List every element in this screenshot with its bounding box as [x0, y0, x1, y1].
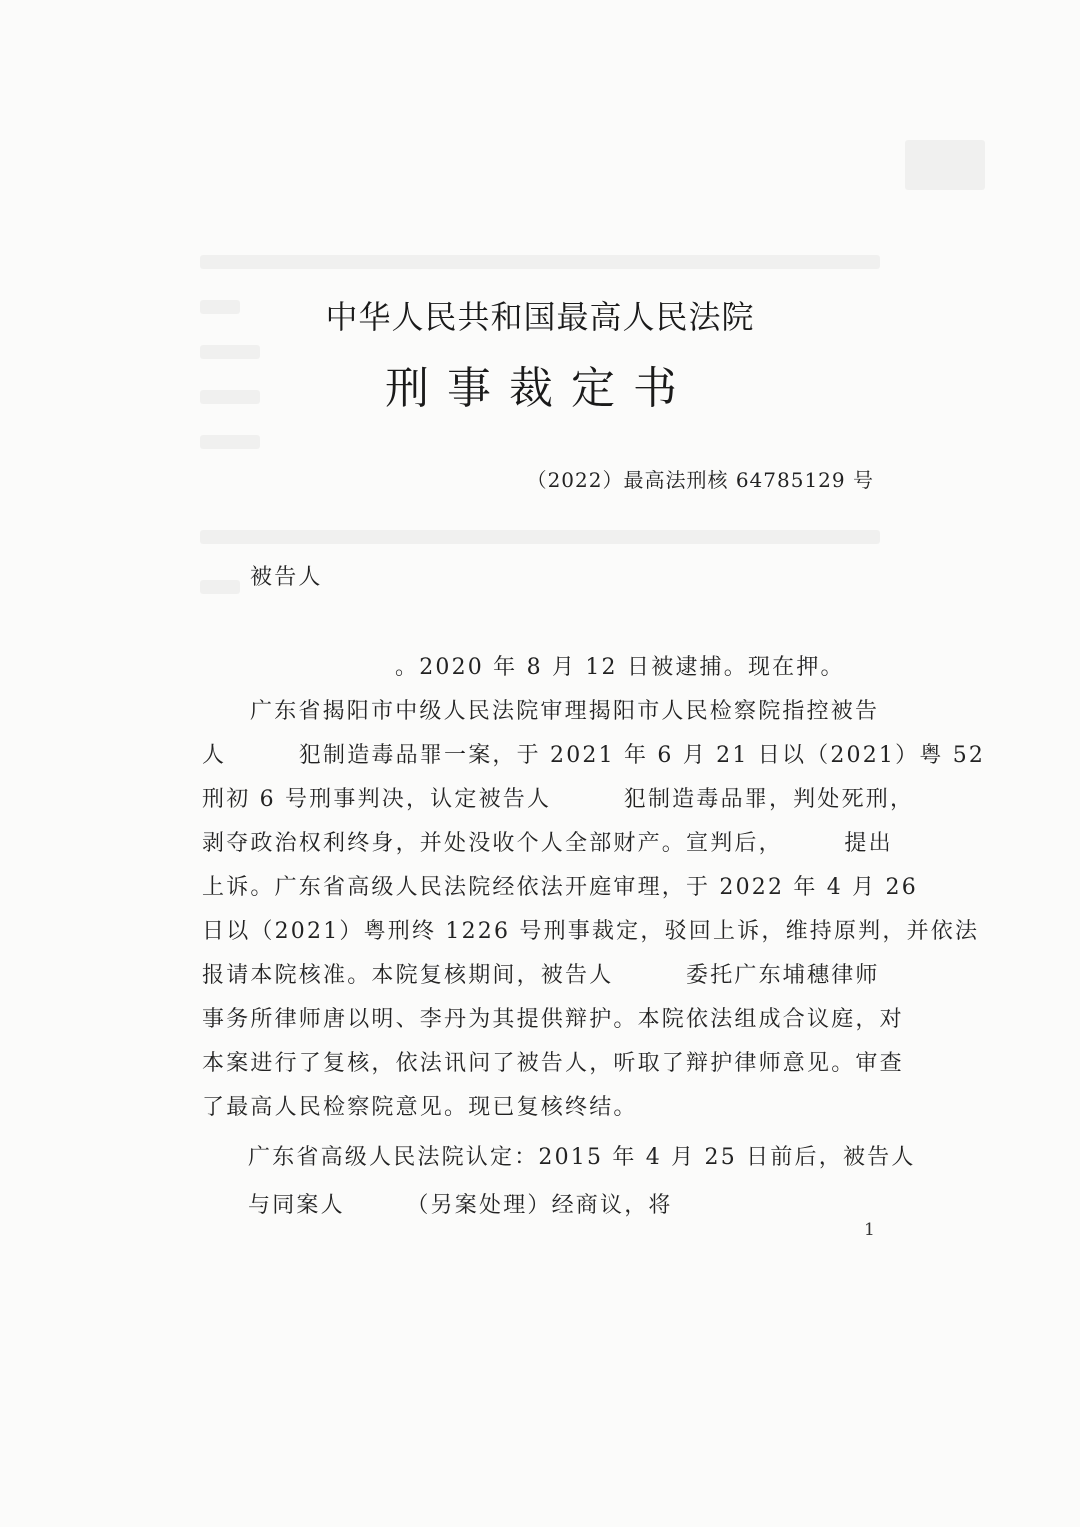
- body-line: 广东省揭阳市中级人民法院审理揭阳市人民检察院指控被告: [250, 699, 880, 724]
- body-line: 刑初 6 号刑事判决，认定被告人 犯制造毒品罪，判处死刑，: [202, 787, 915, 812]
- body-line: 与同案人 （另案处理）经商议，将: [248, 1193, 673, 1218]
- case-number: （2022）最高法刑核 64785129 号: [526, 468, 874, 492]
- body-line: 报请本院核准。本院复核期间，被告人 委托广东埔穗律师: [202, 963, 880, 988]
- document-title: 刑事裁定书: [385, 363, 695, 414]
- body-line: 了最高人民检察院意见。现已复核终结。: [202, 1095, 638, 1120]
- body-line: 本案进行了复核，依法讯问了被告人，听取了辩护律师意见。审查: [202, 1051, 904, 1076]
- body-line: 被告人: [250, 565, 323, 590]
- court-name: 中华人民共和国最高人民法院: [325, 298, 755, 336]
- body-line: 上诉。广东省高级人民法院经依法开庭审理，于 2022 年 4 月 26: [202, 875, 918, 900]
- body-line: 广东省高级人民法院认定：2015 年 4 月 25 日前后，被告人: [248, 1145, 916, 1170]
- body-line: 事务所律师唐以明、李丹为其提供辩护。本院依法组成合议庭，对: [202, 1007, 904, 1032]
- body-line: 剥夺政治权利终身，并处没收个人全部财产。宣判后， 提出: [202, 831, 893, 856]
- page-number: 1: [864, 1220, 875, 1240]
- body-line: 。2020 年 8 月 12 日被逮捕。现在押。: [395, 655, 845, 680]
- body-line: 人 犯制造毒品罪一案，于 2021 年 6 月 21 日以（2021）粤 52: [202, 743, 986, 768]
- body-line: 日以（2021）粤刑终 1226 号刑事裁定，驳回上诉，维持原判，并依法: [202, 919, 980, 944]
